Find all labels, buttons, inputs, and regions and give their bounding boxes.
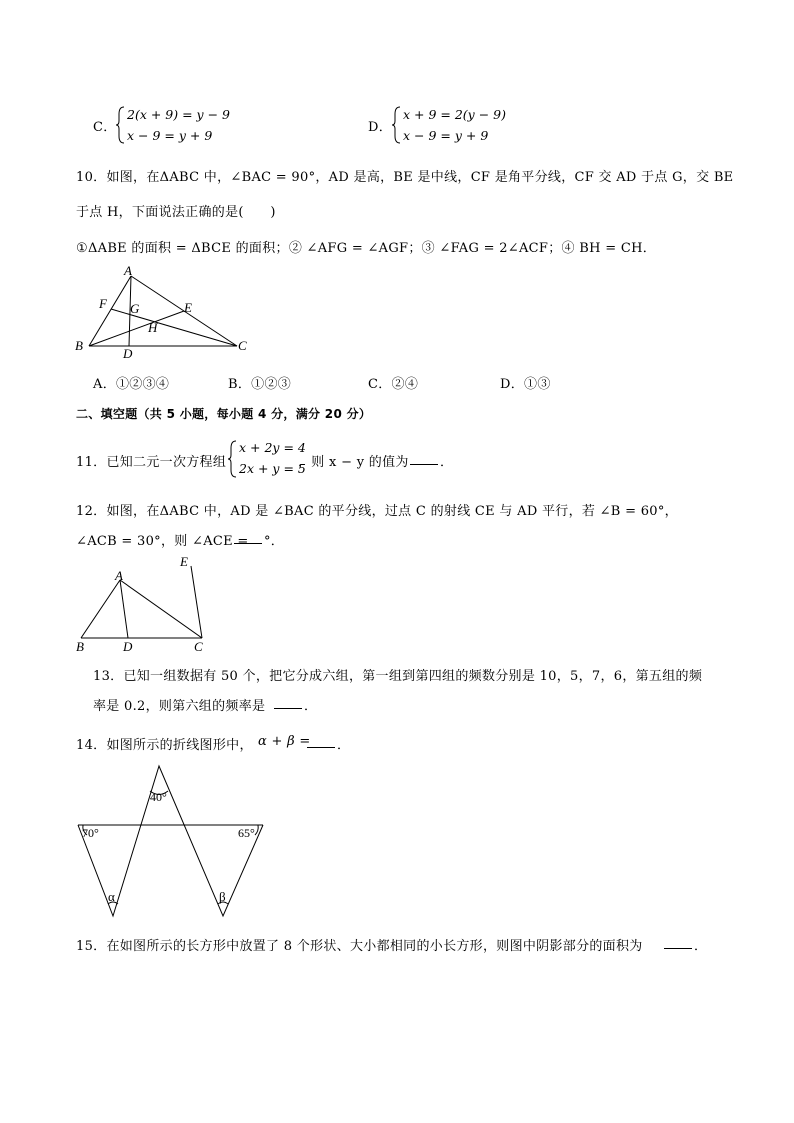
q12-label-b: B (76, 639, 84, 654)
q10-option-a: A．①②③④ (93, 377, 170, 392)
q12-bisector-ad (120, 580, 128, 638)
q14-answer-blank[interactable] (307, 735, 335, 752)
q13-text-line2b: ． (304, 699, 318, 714)
q10-label-d: D (123, 346, 133, 361)
q14-label-65: 65° (238, 826, 255, 840)
q12-text-line1: 12．如图，在ΔABC 中，AD 是 ∠BAC 的平分线，过点 C 的射线 CE 与 AD 平行，若 ∠B = 60°， (76, 504, 678, 519)
q14-text-b: ． (337, 738, 351, 753)
q15-text-b: ． (694, 939, 708, 954)
section-2-title: 二、填空题（共 5 小题，每小题 4 分，满分 20 分） (76, 407, 372, 421)
q9-option-c-label: C． (93, 120, 117, 135)
q12-label-e: E (180, 554, 188, 569)
q10-text-line1: 10．如图，在ΔABC 中，∠BAC = 90°，AD 是高，BE 是中线，CF 是角平分线，CF 交 AD 于点 G，交 BE (76, 170, 734, 185)
q10-label-f: F (99, 296, 107, 311)
q11-eq1: x + 2y = 4 (239, 440, 306, 455)
q12-ray-ce (191, 566, 202, 638)
q14-angle-arc-right (255, 825, 258, 835)
q12-label-a: A (115, 568, 123, 583)
q12-label-d: D (123, 639, 133, 654)
q13-text-line1: 13．已知一组数据有 50 个，把它分成六组，第一组到第四组的频数分别是 10，5，7，6，第五组的频 (93, 669, 703, 684)
q14-label-70: 70° (82, 826, 99, 840)
q13-text-line2a: 率是 0.2，则第六组的频率是 (93, 699, 266, 714)
q9-option-d-brace (392, 106, 402, 144)
q11-end: ． (440, 455, 454, 470)
q14-zigzag-line (78, 766, 263, 916)
q9-option-c-eq2: x − 9 = y + 9 (127, 128, 213, 143)
q14-text-expr: α + β = (258, 734, 311, 749)
q10-label-a: A (124, 263, 132, 278)
q14-text-a: 14．如图所示的折线图形中， (76, 738, 253, 753)
q14-zigzag-figure (70, 758, 270, 923)
q10-text-line2: 于点 H，下面说法正确的是( ) (76, 205, 276, 220)
q13-answer-blank[interactable] (274, 696, 302, 713)
q15-answer-blank[interactable] (664, 936, 692, 953)
q15-text-a: 15．在如图所示的长方形中放置了 8 个形状、大小都相同的小长方形，则图中阴影部分的面积为 (76, 939, 643, 954)
q9-option-d-eq2: x − 9 = y + 9 (403, 128, 489, 143)
q10-label-e: E (184, 300, 192, 315)
q11-answer-blank[interactable] (410, 452, 438, 469)
q12-text-line2b: °． (264, 534, 285, 549)
q10-label-c: C (238, 338, 247, 353)
q10-side-ab (89, 276, 131, 346)
q12-answer-blank[interactable] (234, 531, 262, 548)
q10-option-d: D．①③ (500, 377, 551, 392)
q12-side-ab (81, 580, 120, 638)
q10-option-b: B．①②③ (228, 377, 292, 392)
q10-label-h: H (148, 320, 158, 335)
q11-suffix: ，则 x − y 的值为 (298, 455, 409, 470)
q14-label-alpha: α (108, 889, 115, 904)
q10-label-g: G (130, 301, 140, 316)
q14-label-40: 40° (150, 790, 167, 804)
q9-option-d-label: D． (368, 120, 393, 135)
q12-triangle-figure (72, 552, 222, 656)
q10-label-b: B (75, 338, 83, 353)
q12-text-line2a: ∠ACB = 30°，则 ∠ACE = (76, 534, 249, 549)
q9-option-d-eq1: x + 9 = 2(y − 9) (403, 107, 506, 122)
q10-option-c: C．②④ (368, 377, 419, 392)
q12-label-c: C (194, 639, 203, 654)
q11-prefix: 11．已知二元一次方程组 (76, 455, 227, 470)
q11-eq2: 2x + y = 5 (239, 461, 306, 476)
q11-brace (228, 440, 238, 478)
q10-text-line3: ①ΔABE 的面积 = ΔBCE 的面积；② ∠AFG = ∠AGF；③ ∠FAG = 2∠ACF；④ BH = CH． (76, 241, 657, 256)
q9-option-c-brace (116, 106, 126, 144)
q12-side-ac (120, 580, 202, 638)
q10-triangle-figure (70, 262, 260, 362)
q14-label-beta: β (219, 889, 226, 904)
q9-option-c-eq1: 2(x + 9) = y − 9 (127, 107, 230, 122)
